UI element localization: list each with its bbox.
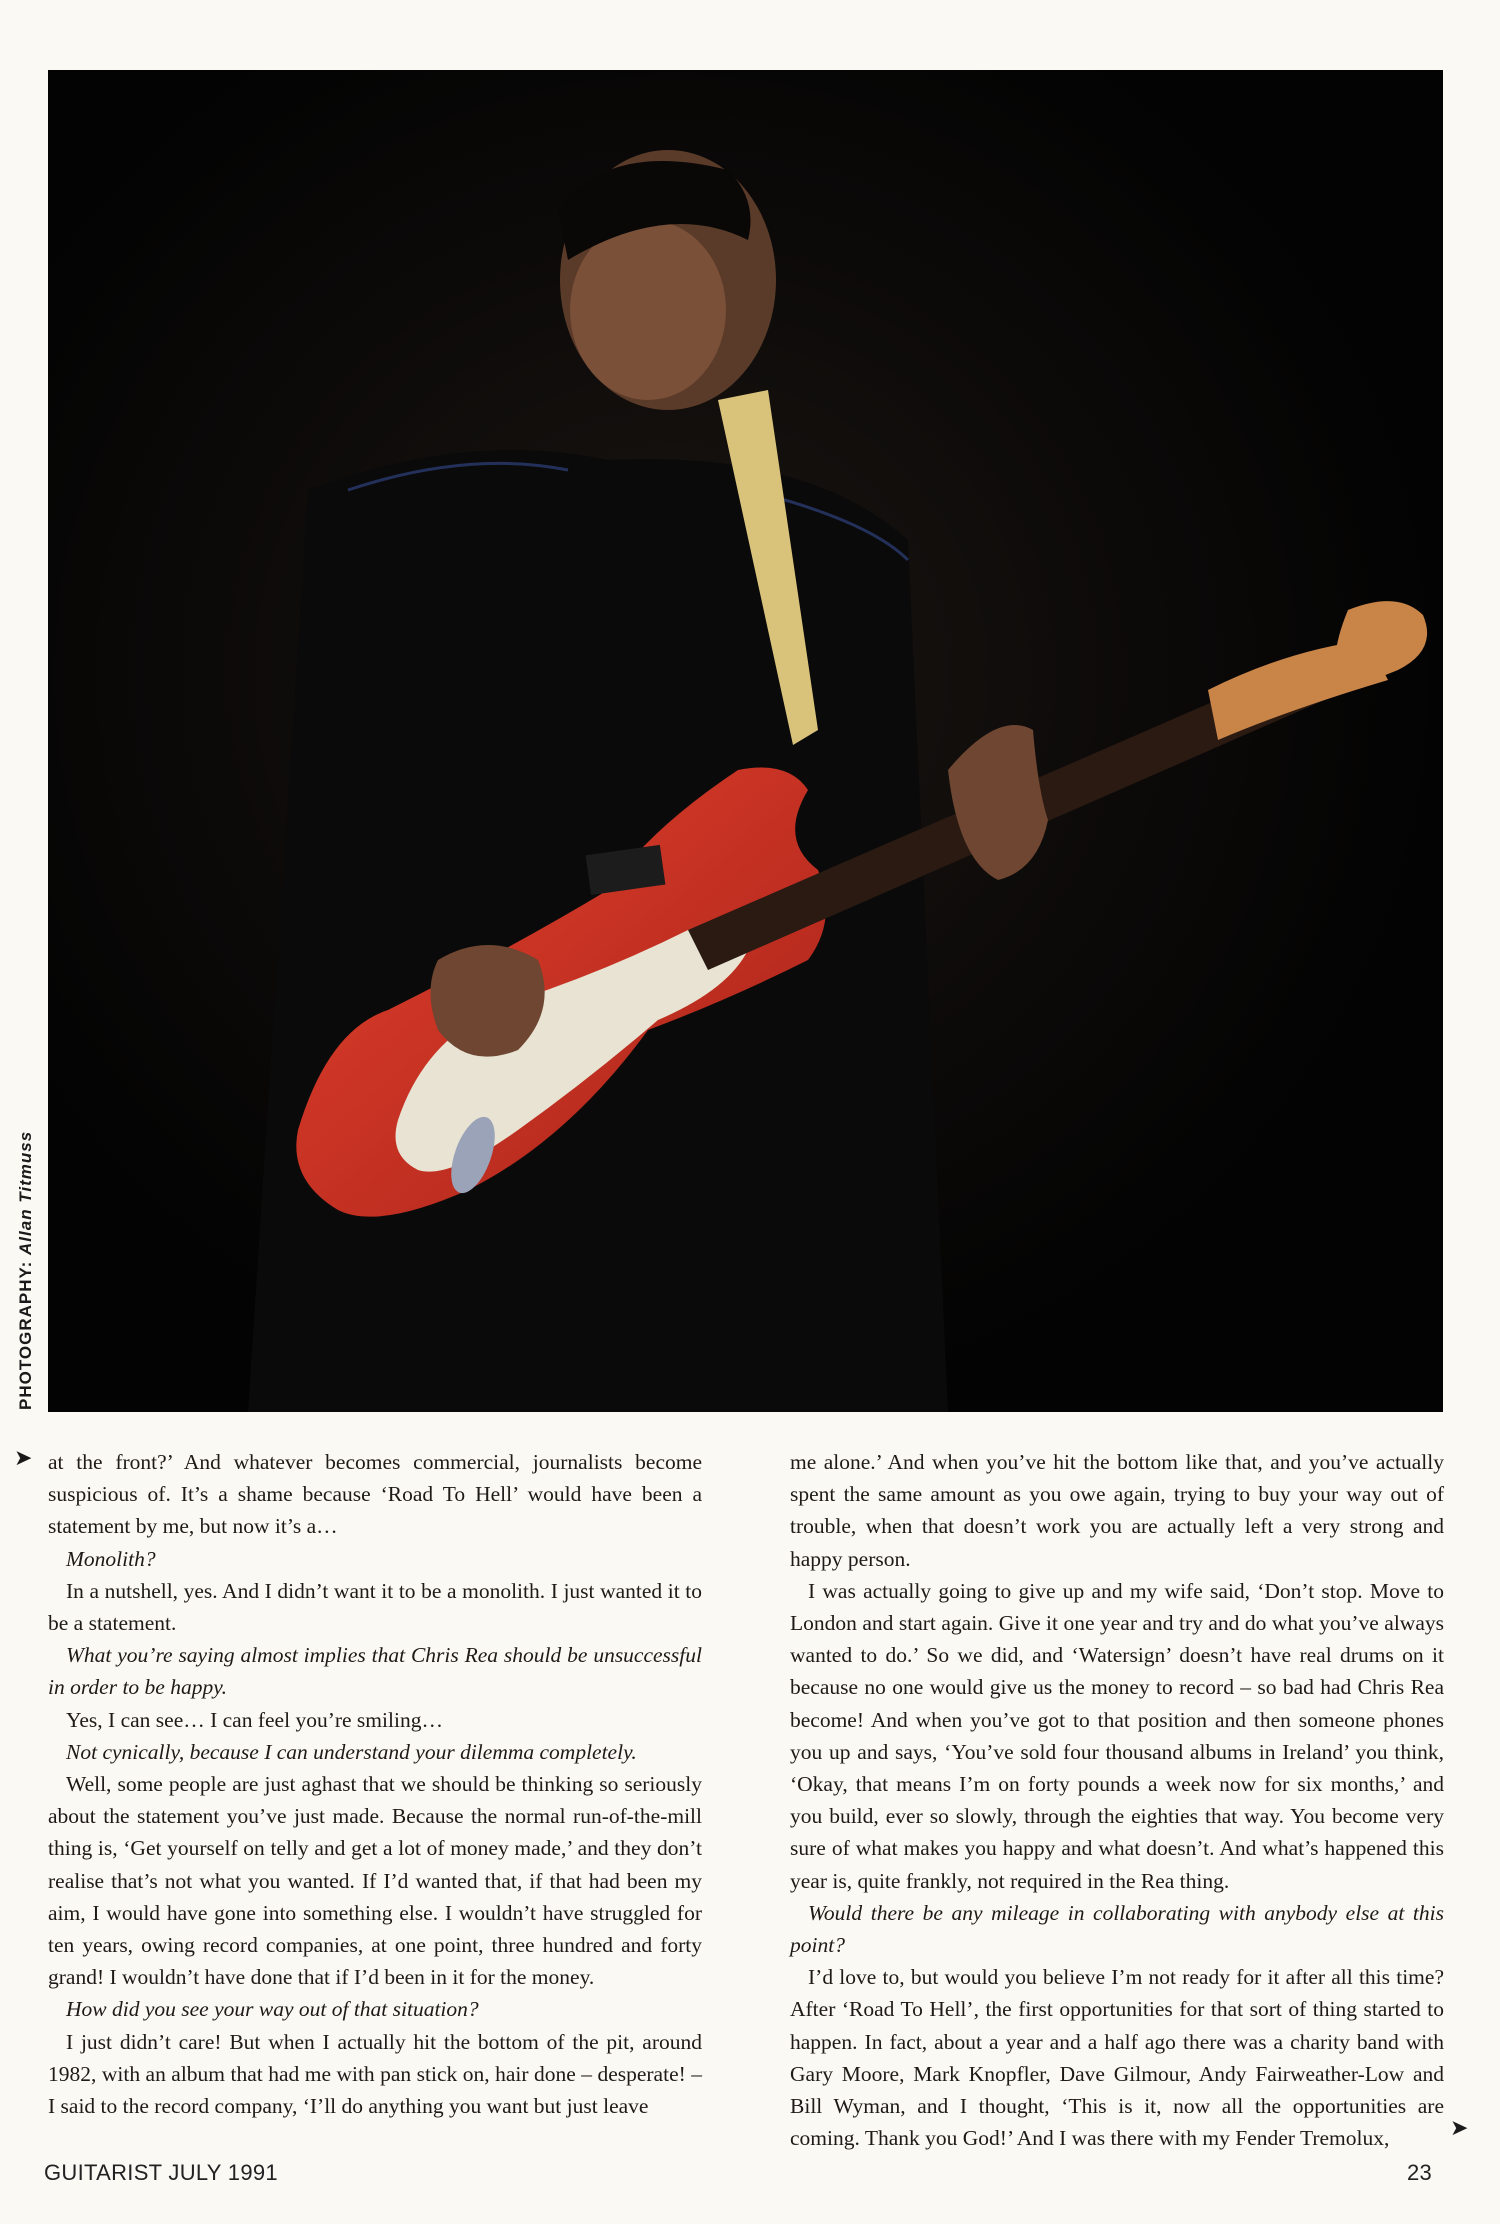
guitarist-photo <box>48 70 1443 1412</box>
article-paragraph: I just didn’t care! But when I actually hit the bottom of the pit, around 1982, with an album that had me with pan stick on, hair done – desperate! – I said to the record company, ‘I’ll do anything you want but just leave <box>48 2029 702 2119</box>
article-paragraph: at the front?’ And whatever becomes commercial, journalists become suspicious of. It’s a shame because ‘Road To Hell’ would have been a statement by me, but now it’s a… <box>48 1450 702 1539</box>
page-number: 23 <box>1407 2160 1433 2185</box>
article-paragraph: me alone.’ And when you’ve hit the bottom like that, and you’ve actually spent the same amount as you owe again, trying to buy your way out of trouble, when that doesn’t work you are actually left a very strong and happy person. <box>790 1450 1444 1571</box>
arrow-right-icon: ➤ <box>1450 2116 1469 2141</box>
interview-question: Not cynically, because I can understand your dilemma completely. <box>66 1739 637 1764</box>
article-paragraph: Yes, I can see… I can feel you’re smiling… <box>66 1707 443 1732</box>
interview-question: What you’re saying almost implies that Chris Rea should be unsuccessful in order to be happy. <box>48 1643 702 1700</box>
article-column-right <box>790 1446 1444 2154</box>
interview-question: Monolith? <box>66 1546 156 1571</box>
article-paragraph: I was actually going to give up and my wife said, ‘Don’t stop. Move to London and start again. Give it one year and try and do what you’ve always wanted to do.’ So we did, and ‘Watersign’ doesn’t have real drums on it because no one would give us the money to record – so bad had Chris Rea become! And when you’ve got to that position and then someone phones you up and says, ‘You’ve sold four thousand albums in Ireland’ you think, ‘Okay, that means I’m on forty pounds a week now for six months,’ and you build, ever so slowly, through the eighties that way. You become very sure of what makes you happy and what doesn’t. And what’s happened this year is, quite frankly, not required in the Rea thing. <box>790 1578 1444 1893</box>
article-paragraph: I’d love to, but would you believe I’m not ready for it after all this time? After ‘Road To Hell’, the first opportunities for that sort of thing started to happen. In fact, about a year and a half ago there was a charity band with Gary Moore, Mark Knopfler, Dave Gilmour, Andy Fairweather-Low and Bill Wyman, and I thought, ‘This is it, now all the opportunities are coming. Thank you God!’ And I was there with my Fender Tremolux, <box>790 1965 1444 2151</box>
photo-illustration <box>48 70 1443 1412</box>
publication-footer: GUITARIST JULY 1991 <box>44 2160 278 2185</box>
interview-question: Would there be any mileage in collaborating with anybody else at this point? <box>790 1900 1444 1958</box>
interview-question: How did you see your way out of that situation? <box>66 1997 479 2022</box>
article-paragraph: Well, some people are just aghast that we should be thinking so seriously about the statement you’ve just made. Because the normal run-of-the-mill thing is, ‘Get yourself on telly and get a lot of money made,’ and they don’t realise that’s not what you wanted. If I’d wanted that, if that had been my aim, I would have gone into something else. I wouldn’t have struggled for ten years, owing record companies, at one point, three hundred and forty grand! I wouldn’t have done that if I’d been in it for the money. <box>48 1772 702 1990</box>
arrow-right-icon: ➤ <box>14 1446 33 1471</box>
article-paragraph: In a nutshell, yes. And I didn’t want it to be a monolith. I just wanted it to be a statement. <box>48 1578 702 1636</box>
photo-credit <box>16 1131 36 1410</box>
photo-credit-name: Allan Titmuss <box>16 1130 35 1255</box>
photo-credit-label: PHOTOGRAPHY: <box>16 1260 35 1410</box>
article-column-left <box>48 1446 702 2122</box>
